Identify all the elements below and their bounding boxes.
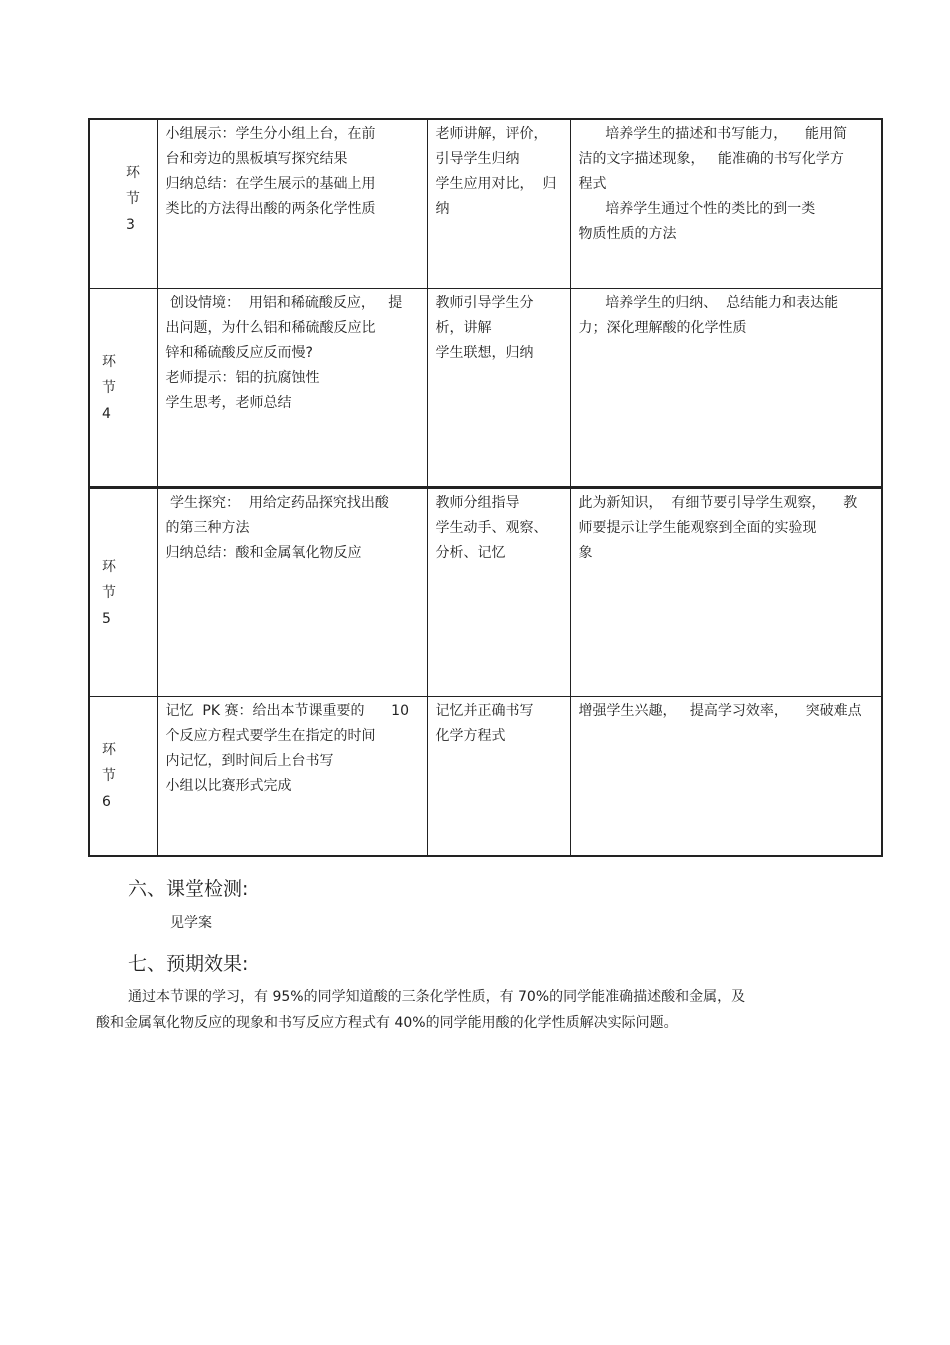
stage-label-part: 环 <box>102 558 116 575</box>
activity-line: 的第三种方法 <box>165 520 250 536</box>
purpose-cell <box>570 488 882 697</box>
activity-line: 小组以比赛形式完成 <box>165 778 292 794</box>
section-7-line-1: 通过本节课的学习，有 95%的同学知道酸的三条化学性质，有 70%的同学能准确描述酸和金属，及 <box>128 989 746 1005</box>
activity-line: 归纳总结：酸和金属氧化物反应 <box>165 545 362 561</box>
purpose-line: 力；深化理解酸的化学性质 <box>578 320 747 336</box>
activity-line: 学生探究： 用给定药品探究找出酸 <box>165 495 389 511</box>
activity-line: 学生思考，老师总结 <box>165 395 292 411</box>
purpose-line: 程式 <box>578 176 607 192</box>
stage-label <box>102 697 116 855</box>
section-7-title: 七、预期效果: <box>128 953 249 975</box>
method-line: 析，讲解 <box>435 320 492 336</box>
purpose-line: 师要提示让学生能观察到全面的实验现 <box>578 520 817 536</box>
activity-line: 归纳总结：在学生展示的基础上用 <box>165 176 376 192</box>
stage-cell <box>89 289 157 488</box>
activity-cell <box>157 289 427 488</box>
purpose-line: 培养学生的归纳、 总结能力和表达能 <box>578 295 839 311</box>
stage-label-part: 节 <box>102 379 116 396</box>
method-line: 学生应用对比， 归 <box>435 176 557 192</box>
purpose-line: 此为新知识， 有细节要引导学生观察， 教 <box>578 495 858 511</box>
stage-cell <box>89 697 157 857</box>
stage-label-part: 3 <box>126 217 135 233</box>
lesson-plan-table <box>88 118 883 857</box>
purpose-line: 物质性质的方法 <box>578 226 677 242</box>
activity-line: 类比的方法得出酸的两条化学性质 <box>165 201 376 217</box>
purpose-line: 洁的文字描述现象， 能准确的书写化学方 <box>578 151 844 167</box>
purpose-line: 培养学生通过个性的类比的到一类 <box>578 201 816 217</box>
stage-label-part: 6 <box>102 794 111 810</box>
activity-line: 锌和稀硫酸反应反而慢? <box>165 345 313 361</box>
method-cell <box>427 488 570 697</box>
method-cell <box>427 289 570 488</box>
activity-line: 内记忆，到时间后上台书写 <box>165 753 334 769</box>
table-row <box>89 697 882 857</box>
purpose-cell <box>570 697 882 857</box>
table-row <box>89 289 882 488</box>
method-line: 纳 <box>435 201 450 217</box>
activity-line: 台和旁边的黑板填写探究结果 <box>165 151 348 167</box>
purpose-line: 增强学生兴趣， 提高学习效率， 突破难点 <box>578 703 862 719</box>
activity-line: 老师提示：铝的抗腐蚀性 <box>165 370 320 386</box>
activity-cell <box>157 697 427 857</box>
section-6-title: 六、课堂检测: <box>128 878 249 900</box>
stage-label-part: 5 <box>102 610 111 627</box>
stage-label-part: 节 <box>126 191 140 207</box>
method-line: 引导学生归纳 <box>435 151 520 167</box>
method-line: 分析、记忆 <box>435 545 506 561</box>
stage-cell <box>89 488 157 697</box>
stage-label <box>102 489 116 696</box>
section-6-body: 见学案 <box>170 915 212 931</box>
section-7-line-2: 酸和金属氧化物反应的现象和书写反应方程式有 40%的同学能用酸的化学性质解决实际问题。 <box>96 1015 678 1031</box>
purpose-line: 象 <box>578 545 593 561</box>
method-line: 记忆并正确书写 <box>435 703 534 719</box>
stage-label <box>102 289 116 486</box>
method-cell <box>427 697 570 857</box>
activity-cell <box>157 119 427 289</box>
stage-label-part: 环 <box>126 165 140 181</box>
table-row <box>89 488 882 697</box>
stage-label <box>126 160 140 288</box>
method-cell <box>427 119 570 289</box>
activity-cell <box>157 488 427 697</box>
activity-line: 个反应方程式要学生在指定的时间 <box>165 728 376 744</box>
stage-label-part: 节 <box>102 584 116 601</box>
activity-line: 小组展示：学生分小组上台，在前 <box>165 126 376 142</box>
activity-line: 创设情境： 用铝和稀硫酸反应， 提 <box>165 295 403 311</box>
purpose-line: 培养学生的描述和书写能力， 能用简 <box>578 126 848 142</box>
stage-label-part: 环 <box>102 353 116 370</box>
stage-cell <box>89 119 157 289</box>
method-line: 学生联想，归纳 <box>435 345 534 361</box>
activity-line: 记忆 PK 赛：给出本节课重要的 10 <box>165 703 409 719</box>
method-line: 化学方程式 <box>435 728 506 744</box>
method-line: 教师引导学生分 <box>435 295 534 311</box>
stage-label-part: 环 <box>102 742 116 758</box>
method-line: 老师讲解，评价， <box>435 126 548 142</box>
activity-line: 出问题，为什么铝和稀硫酸反应比 <box>165 320 376 336</box>
method-line: 教师分组指导 <box>435 495 520 511</box>
purpose-cell <box>570 119 882 289</box>
method-line: 学生动手、观察、 <box>435 520 548 536</box>
stage-label-part: 4 <box>102 405 111 422</box>
table-row <box>89 119 882 289</box>
stage-label-part: 节 <box>102 768 116 784</box>
purpose-cell <box>570 289 882 488</box>
